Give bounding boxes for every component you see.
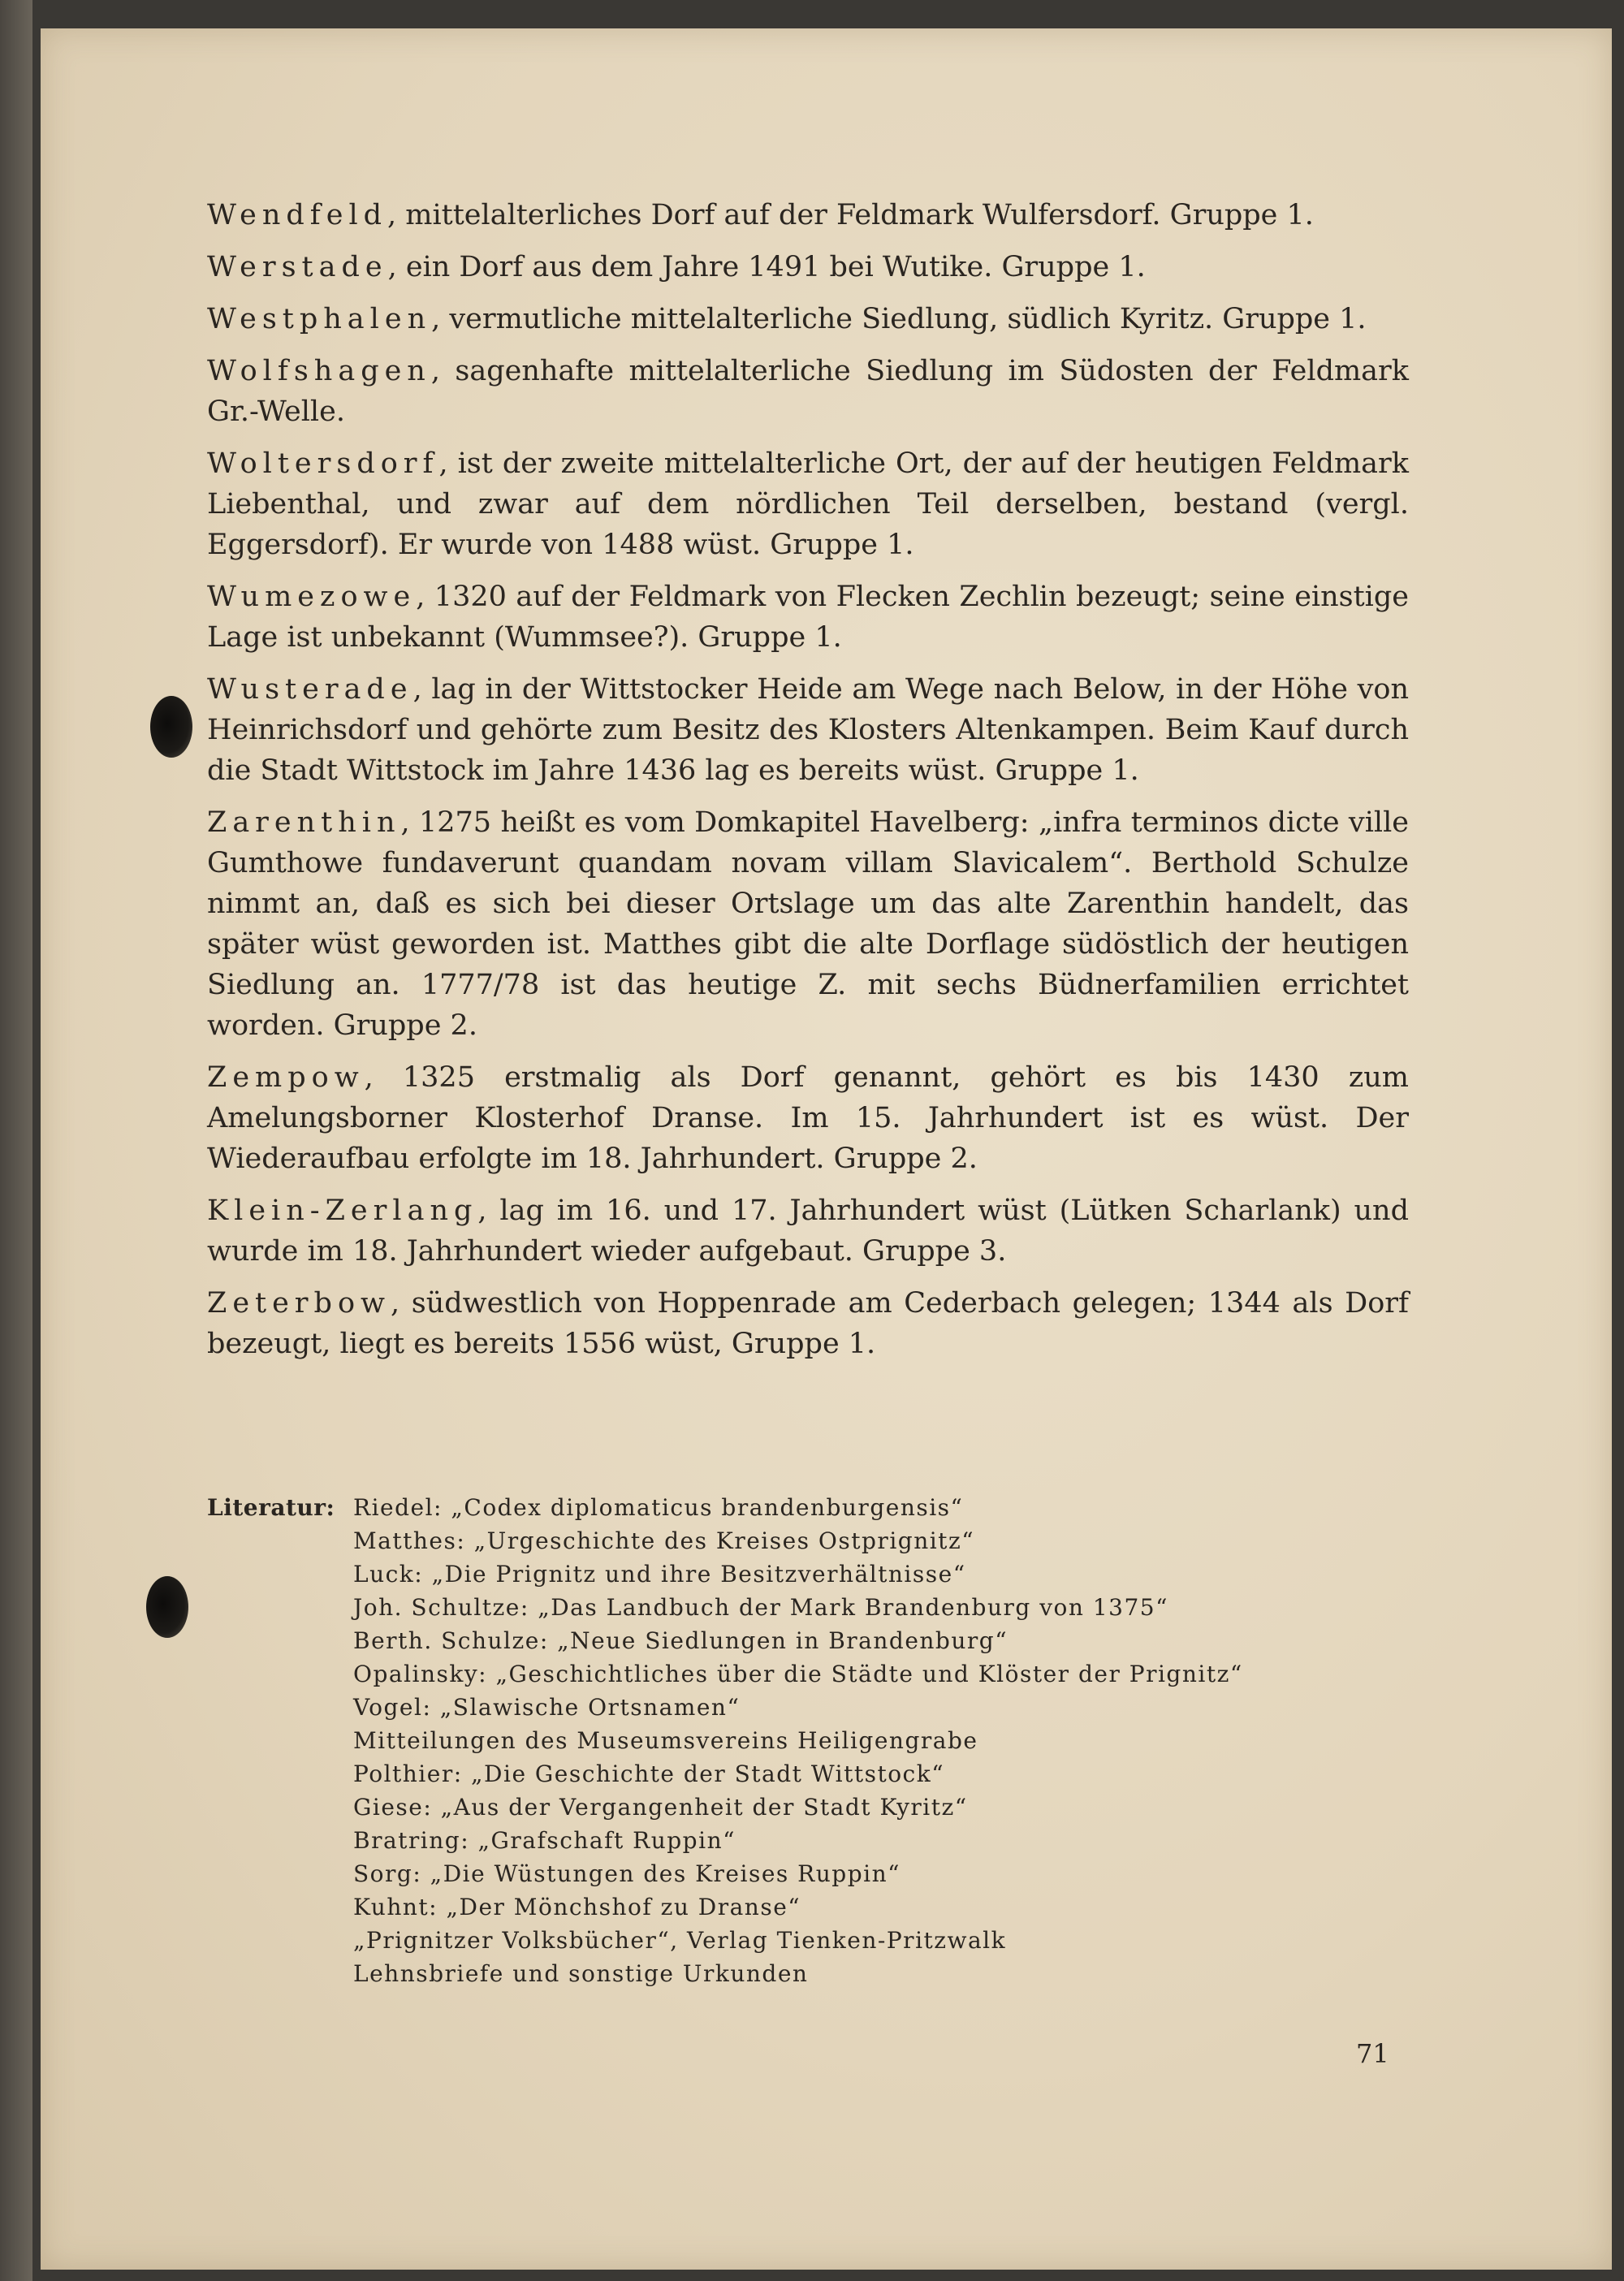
literature-item: Luck: „Die Prignitz und ihre Besitzverhältnisse“ bbox=[353, 1561, 966, 1588]
entry-text: , mittelalterliches Dorf auf der Feldmark Wulfersdorf. Gruppe 1. bbox=[387, 199, 1314, 231]
entry bbox=[207, 443, 1409, 565]
gazetteer-entries bbox=[207, 195, 1409, 1376]
entry bbox=[207, 299, 1409, 339]
literature-item: Mitteilungen des Museumsvereins Heiligengrabe bbox=[353, 1727, 978, 1754]
entry-text: , lag in der Wittstocker Heide am Wege nach Below, in der Höhe von Heinrichsdorf und gehörte zum Besitz des Klosters Altenkampen. Beim Kauf durch die Stadt Wittstock im Jahre 1436 lag es bereits wüst. Gruppe 1. bbox=[207, 673, 1409, 787]
entry-text: , ein Dorf aus dem Jahre 1491 bei Wutike. Gruppe 1. bbox=[387, 251, 1146, 283]
entry-text: , vermutliche mittelalterliche Siedlung, südlich Kyritz. Gruppe 1. bbox=[431, 303, 1367, 335]
entry-text: , ist der zweite mittelalterliche Ort, der auf der heutigen Feldmark Liebenthal, und zwar auf dem nördlichen Teil derselben, bestand (vergl. Eggersdorf). Er wurde von 1488 wüst. Gruppe 1. bbox=[207, 447, 1409, 561]
literature-item: Kuhnt: „Der Mönchshof zu Dranse“ bbox=[353, 1894, 801, 1920]
literature-item: Vogel: „Slawische Ortsnamen“ bbox=[353, 1694, 741, 1721]
literature-item: Sorg: „Die Wüstungen des Kreises Ruppin“ bbox=[353, 1860, 901, 1887]
punch-hole-upper bbox=[150, 696, 192, 758]
literature-item: Lehnsbriefe und sonstige Urkunden bbox=[353, 1960, 809, 1987]
book-binding-edge bbox=[0, 0, 32, 2281]
entry-headword: Wusterade bbox=[207, 673, 413, 706]
literature-item: Riedel: „Codex diplomaticus brandenburgensis“ bbox=[353, 1494, 964, 1521]
entry bbox=[207, 247, 1409, 287]
literature-item: Opalinsky: „Geschichtliches über die Städte und Klöster der Prignitz“ bbox=[353, 1661, 1243, 1687]
entry-headword: Woltersdorf bbox=[207, 447, 439, 480]
literature-item: Bratring: „Grafschaft Ruppin“ bbox=[353, 1827, 736, 1854]
entry-headword: Wolfshagen bbox=[207, 355, 431, 387]
literature-list bbox=[353, 1491, 1409, 1990]
entry bbox=[207, 195, 1409, 235]
literature-item: Berth. Schulze: „Neue Siedlungen in Brandenburg“ bbox=[353, 1627, 1009, 1654]
literature-item: Polthier: „Die Geschichte der Stadt Wittstock“ bbox=[353, 1760, 945, 1787]
entry bbox=[207, 1190, 1409, 1272]
entry bbox=[207, 802, 1409, 1046]
entry-text: , sagenhafte mittelalterliche Siedlung im Südosten der Feldmark Gr.-Welle. bbox=[207, 355, 1409, 428]
entry-headword: Klein-Zerlang bbox=[207, 1195, 478, 1227]
literature-item: Matthes: „Urgeschichte des Kreises Ostprignitz“ bbox=[353, 1527, 975, 1554]
entry-text: , 1320 auf der Feldmark von Flecken Zechlin bezeugt; seine einstige Lage ist unbekannt (Wummsee?). Gruppe 1. bbox=[207, 581, 1409, 654]
entry-headword: Zempow bbox=[207, 1061, 365, 1094]
entry-headword: Wendfeld bbox=[207, 199, 388, 231]
entry bbox=[207, 351, 1409, 432]
entry bbox=[207, 577, 1409, 658]
entry-text: , 1275 heißt es vom Domkapitel Havelberg: „infra terminos dicte ville Gumthowe fundaverunt quandam novam villam Slavicalem“. Berthold Schulze nimmt an, daß es sich bei dieser Ortslage um das alte Zarenthin handelt, das später wüst geworden ist. Matthes gibt die alte Dorflage südöstlich der heutigen Siedlung an. 1777/78 ist das heutige Z. mit sechs Büdnerfamilien errichtet worden. Gruppe 2. bbox=[207, 806, 1409, 1042]
literature-label: Literatur: bbox=[207, 1494, 335, 1521]
literature-item: Giese: „Aus der Vergangenheit der Stadt Kyritz“ bbox=[353, 1794, 968, 1821]
punch-hole-lower bbox=[146, 1576, 188, 1638]
entry bbox=[207, 1283, 1409, 1364]
literature-item: Joh. Schultze: „Das Landbuch der Mark Brandenburg von 1375“ bbox=[353, 1594, 1168, 1621]
entry-headword: Zarenthin bbox=[207, 806, 401, 839]
entry bbox=[207, 669, 1409, 791]
entry-headword: Wumezowe bbox=[207, 581, 417, 613]
entry bbox=[207, 1057, 1409, 1179]
entry-text: , lag im 16. und 17. Jahrhundert wüst (Lütken Scharlank) und wurde im 18. Jahrhundert wieder aufgebaut. Gruppe 3. bbox=[207, 1195, 1409, 1268]
page-number: 71 bbox=[1356, 2038, 1389, 2069]
entry-text: , 1325 erstmalig als Dorf genannt, gehört es bis 1430 zum Amelungsborner Klosterhof Dranse. Im 15. Jahrhundert ist es wüst. Der Wiederaufbau erfolgte im 18. Jahrhundert. Gruppe 2. bbox=[207, 1061, 1409, 1175]
entry-headword: Westphalen bbox=[207, 303, 432, 335]
entry-text: , südwestlich von Hoppenrade am Cederbach gelegen; 1344 als Dorf bezeugt, liegt es bereits 1556 wüst, Gruppe 1. bbox=[207, 1287, 1409, 1360]
entry-headword: Werstade bbox=[207, 251, 388, 283]
literature-item: „Prignitzer Volksbücher“, Verlag Tienken-Pritzwalk bbox=[353, 1927, 1007, 1954]
entry-headword: Zeterbow bbox=[207, 1287, 391, 1320]
